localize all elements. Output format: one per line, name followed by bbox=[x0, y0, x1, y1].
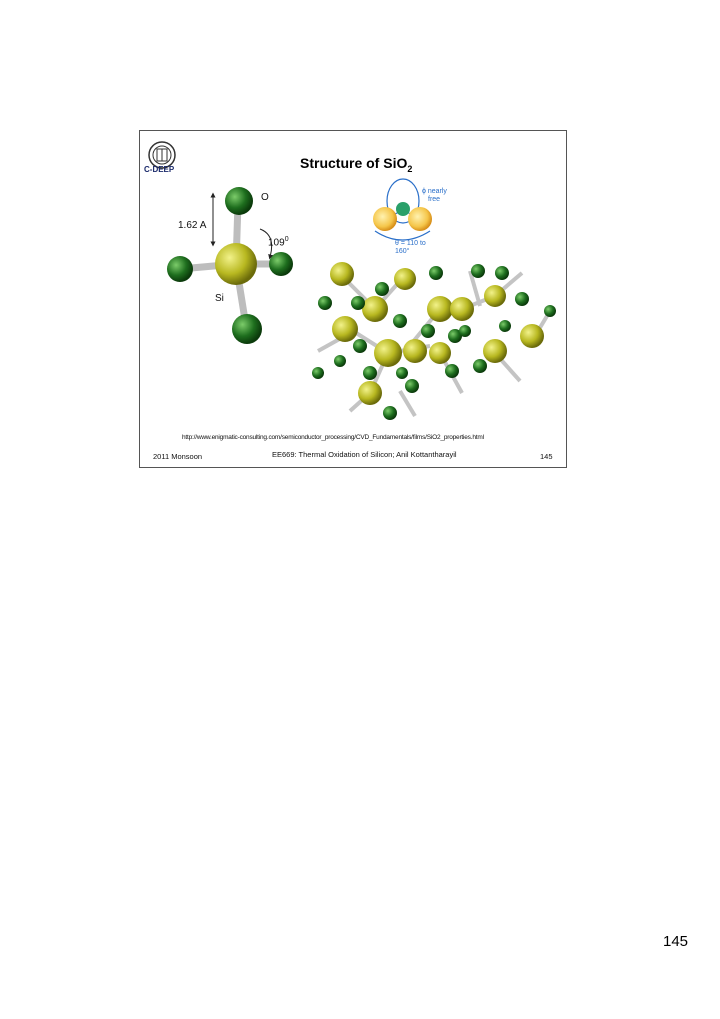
footer-course: EE669: Thermal Oxidation of Silicon; Anil Kottantharayil bbox=[272, 450, 457, 459]
sio4-tetrahedron bbox=[167, 187, 293, 344]
silicon-label: Si bbox=[215, 293, 224, 304]
page-number: 145 bbox=[663, 933, 689, 950]
bond-angle-label: $109^0$ bbox=[268, 236, 289, 249]
theta-label: θ = 110 to 160° bbox=[395, 240, 426, 255]
footer-date: 2011 Monsoon bbox=[153, 452, 203, 461]
slide-title: Structure of SiO$_2$ bbox=[300, 155, 413, 174]
molecule-graphics bbox=[140, 131, 567, 431]
oxygen-label: O bbox=[261, 192, 269, 203]
logo-text: C-DEEP bbox=[144, 165, 175, 174]
bond-length-label: 1.62 A bbox=[178, 220, 207, 231]
footer-slide-number: 145 bbox=[540, 452, 553, 461]
source-url: http://www.enigmatic-consulting.com/semiconductor_processing/CVD_Fundamentals/films/SiO2_properties.html bbox=[182, 434, 484, 441]
slide bbox=[139, 130, 567, 468]
phi-label: ϕ nearly free bbox=[422, 188, 447, 203]
sio2-network bbox=[310, 262, 567, 429]
